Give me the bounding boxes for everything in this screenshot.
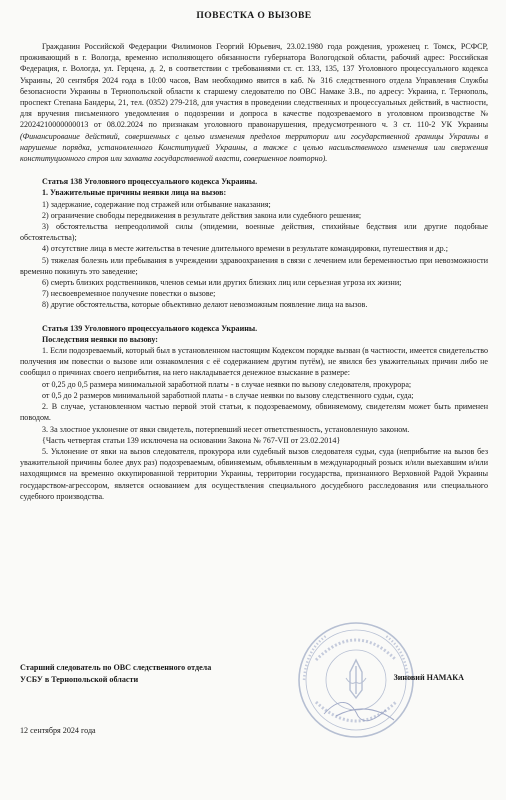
intro-italic-text: (Финансирование действий, совершенных с целью изменения пределов территории или государственной границы Украины в нарушение порядка, установленного Конституцией Украины, а также с целью насильственного изменения или свержения конституционного строя или захвата государственной власти, совершенное повторно). — [20, 131, 488, 164]
list-item: 7) несвоевременное получение повестки о вызове; — [42, 289, 216, 299]
signature-block — [20, 662, 488, 685]
signatory-title-line: Старший следователь по ОВС следственного отдела — [20, 663, 212, 672]
list-item: 3) обстоятельства непреодолимой силы (эпидемии, военные действия, стихийные бедствия или другие подобные обстоятельства); — [20, 222, 488, 243]
document-title: ПОВЕСТКА О ВЫЗОВЕ — [196, 10, 312, 21]
valid-reasons-list — [20, 199, 488, 311]
article-138-section — [20, 176, 488, 310]
intro-text: Гражданин Российской Федерации Филимонов Георгий Юрьевич, 23.02.1980 года рождения, уроженец г. Томск, РСФСР, проживающий в г. Вологда, временно исполняющего обязанности губернатора Вологодской области, рабочий адрес: Российская Федерация, г. Вологда, ул. Герцена, д. 2, в соответствии с требованиями ст. ст. 133, 135, 137 Уголовного процессуального кодекса Украины, 20 сентября 2024 года в 10:00 часов, Вам необходимо явится в каб. № 316 следственного отдела Управления Службы безопасности Украины в Тернопольской области к старшему следователю по ОВС Намаке З.В., по адресу: Украина, г. Тернополь, проспект Степана Бандеры, 21, тел. (0352) 279-218, для участия в проведении следственных и процессуальных действий, в частности, для вручения письменного уведомления о подозрении и допроса в качестве подозреваемого в уголовном производстве № 22024210000000013 от 08.02.2024 по признакам уголовного правонарушения, предусмотренного ч. 3 ст. 110-2 УК Украины — [20, 42, 488, 130]
article-139-heading: Статья 139 Уголовного процессуального кодекса Украины. — [42, 323, 258, 333]
article-139-section — [20, 323, 488, 502]
article-139-paragraph: 2. В случае, установленном частью первой этой статьи, к подозреваемому, обвиняемому, свидетелям может быть применен поводом. — [20, 402, 488, 423]
list-item: 1) задержание, содержание под стражей или отбывание наказания; — [42, 199, 271, 209]
document-date: 12 сентября 2024 года — [20, 726, 96, 735]
list-item: 8) другие обстоятельства, которые объективно делают невозможным появление лица на вызов. — [42, 300, 368, 310]
article-139-subheading: Последствия неявки по вызову: — [42, 334, 158, 344]
article-139-paragraph: 5. Уклонение от явки на вызов следователя, прокурора или судебный вызов следователя судьи, суда (неприбытие на вызов без уважительной причины более двух раз) подозреваемым, обвиняемым, объявленным в международный розыск и/или выехавшим и/или находящимся на временно оккупированной территории Украины, территории государства, признанного Верховной Радой Украины государством-агрессором, является основанием для осуществления специального досудебного расследования или специального судебного производства. — [20, 446, 488, 501]
article-138-heading: Статья 138 Уголовного процессуального кодекса Украины. — [42, 177, 258, 187]
article-139-paragraph: 3. За злостное уклонение от явки свидетель, потерпевший несет ответственность, установленную законом. — [42, 424, 410, 434]
signatory-organization-line: УСБУ в Тернопольской области — [20, 674, 139, 684]
list-item: 2) ограничение свободы передвижения в результате действия закона или судебного решения; — [42, 210, 362, 220]
intro-paragraph — [20, 41, 488, 164]
article-138-subheading: 1. Уважительные причины неявки лица на вызов: — [42, 188, 227, 198]
list-item: 6) смерть близких родственников, членов семьи или других близких лиц или серьезная угроза их жизни; — [42, 278, 402, 288]
list-item: 4) отсутствие лица в месте жительства в течение длительного времени в результате командировки, путешествия и др.; — [42, 244, 448, 254]
article-139-paragraph: {Часть четвертая статьи 139 исключена на основании Закона № 767-VII от 23.02.2014} — [42, 435, 341, 445]
list-item: 5) тяжелая болезнь или пребывания в учреждении здравоохранения в связи с лечением или беременностью при невозможности временно покинуть это заведение; — [20, 255, 488, 276]
article-139-paragraph: от 0,25 до 0,5 размера минимальной заработной платы - в случае неявки по вызову следователя, прокурора; — [42, 379, 412, 389]
article-139-paragraph: от 0,5 до 2 размеров минимальной заработной платы - в случае неявки по вызову следственного судьи, суда; — [42, 390, 414, 400]
signatory-name: Зиновий НАМАКА — [393, 673, 464, 682]
article-139-paragraph: 1. Если подозреваемый, который был в установленном настоящим Кодексом порядке вызван (в частности, имеется свидетельство получения им повестки о вызове или ознакомления с её содержанием другим путём), не явился без уважительных причин либо не сообщил о причинах своего неприбытия, на него накладывается денежное взыскание в размере: — [20, 346, 488, 378]
